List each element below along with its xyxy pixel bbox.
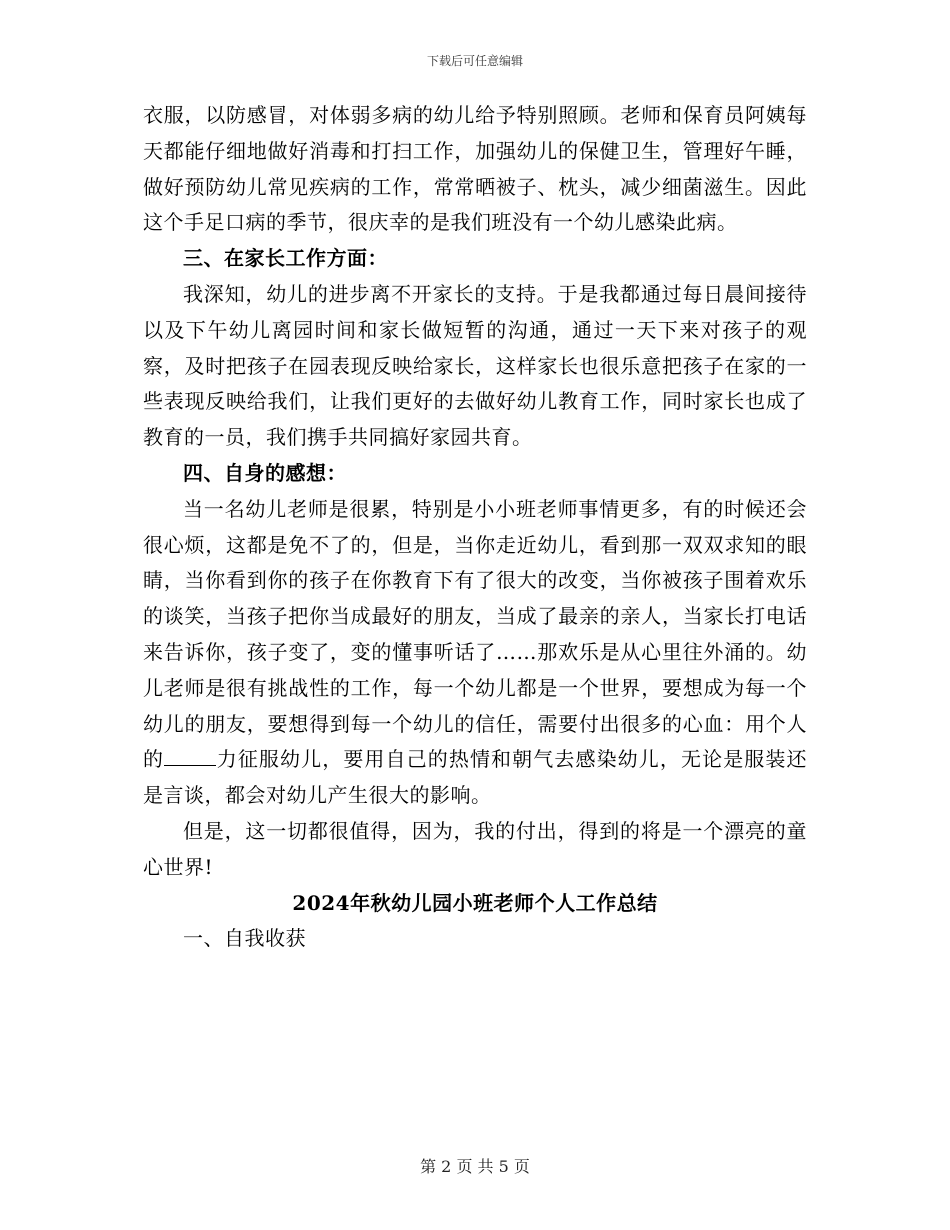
reflections-text-part-2: 力征服幼儿，要用自己的热情和朝气去感染幼儿，无论是服装还是言谈，都会对幼儿产生很大的影响。 bbox=[143, 747, 808, 808]
document-body bbox=[143, 98, 807, 957]
paragraph-reflections bbox=[143, 492, 807, 814]
reflections-text-part-1: 当一名幼儿老师是很累，特别是小小班老师事情更多，有的时候还会很心烦，这都是免不了的，但是，当你走近幼儿，看到那一双双求知的眼睛，当你看到你的孩子在你教育下有了很大的改变，当你被孩子围着欢乐的谈笑，当孩子把你当成最好的朋友，当成了最亲的亲人，当家长打电话来告诉你，孩子变了，变的懂事听话了……那欢乐是从心里往外涌的。幼儿老师是很有挑战性的工作，每一个幼儿都是一个世界，要想成为每一个幼儿的朋友，要想得到每一个幼儿的信任，需要付出很多的心血：用个人的 bbox=[143, 496, 807, 772]
section-heading-reflections: 四、自身的感想： bbox=[183, 460, 347, 485]
page-header-note: 下载后可任意编辑 bbox=[426, 54, 523, 68]
paragraph-conclusion: 但是，这一切都很值得，因为，我的付出，得到的将是一个漂亮的童心世界! bbox=[143, 818, 807, 879]
section-heading-self-gains: 一、自我收获 bbox=[183, 926, 306, 951]
fill-in-blank bbox=[164, 747, 216, 766]
section-heading-parent-work: 三、在家长工作方面： bbox=[183, 246, 388, 271]
paragraph-health-care: 衣服，以防感冒，对体弱多病的幼儿给予特别照顾。老师和保育员阿姨每天都能仔细地做好消毒和打扫工作，加强幼儿的保健卫生，管理好午睡，做好预防幼儿常见疾病的工作，常常晒被子、枕头，减少细菌滋生。因此这个手足口病的季节，很庆幸的是我们班没有一个幼儿感染此病。 bbox=[143, 103, 807, 235]
paragraph-parent-work: 我深知，幼儿的进步离不开家长的支持。于是我都通过每日晨间接待以及下午幼儿离园时间和家长做短暂的沟通，通过一天下来对孩子的观察，及时把孩子在园表现反映给家长，这样家长也很乐意把孩子在家的一些表现反映给我们，让我们更好的去做好幼儿教育工作，同时家长也成了教育的一员，我们携手共同搞好家园共育。 bbox=[143, 281, 807, 450]
page-number-footer: 第 2 页 共 5 页 bbox=[420, 1157, 530, 1176]
document-title: 2024年秋幼儿园小班老师个人工作总结 bbox=[292, 890, 658, 915]
